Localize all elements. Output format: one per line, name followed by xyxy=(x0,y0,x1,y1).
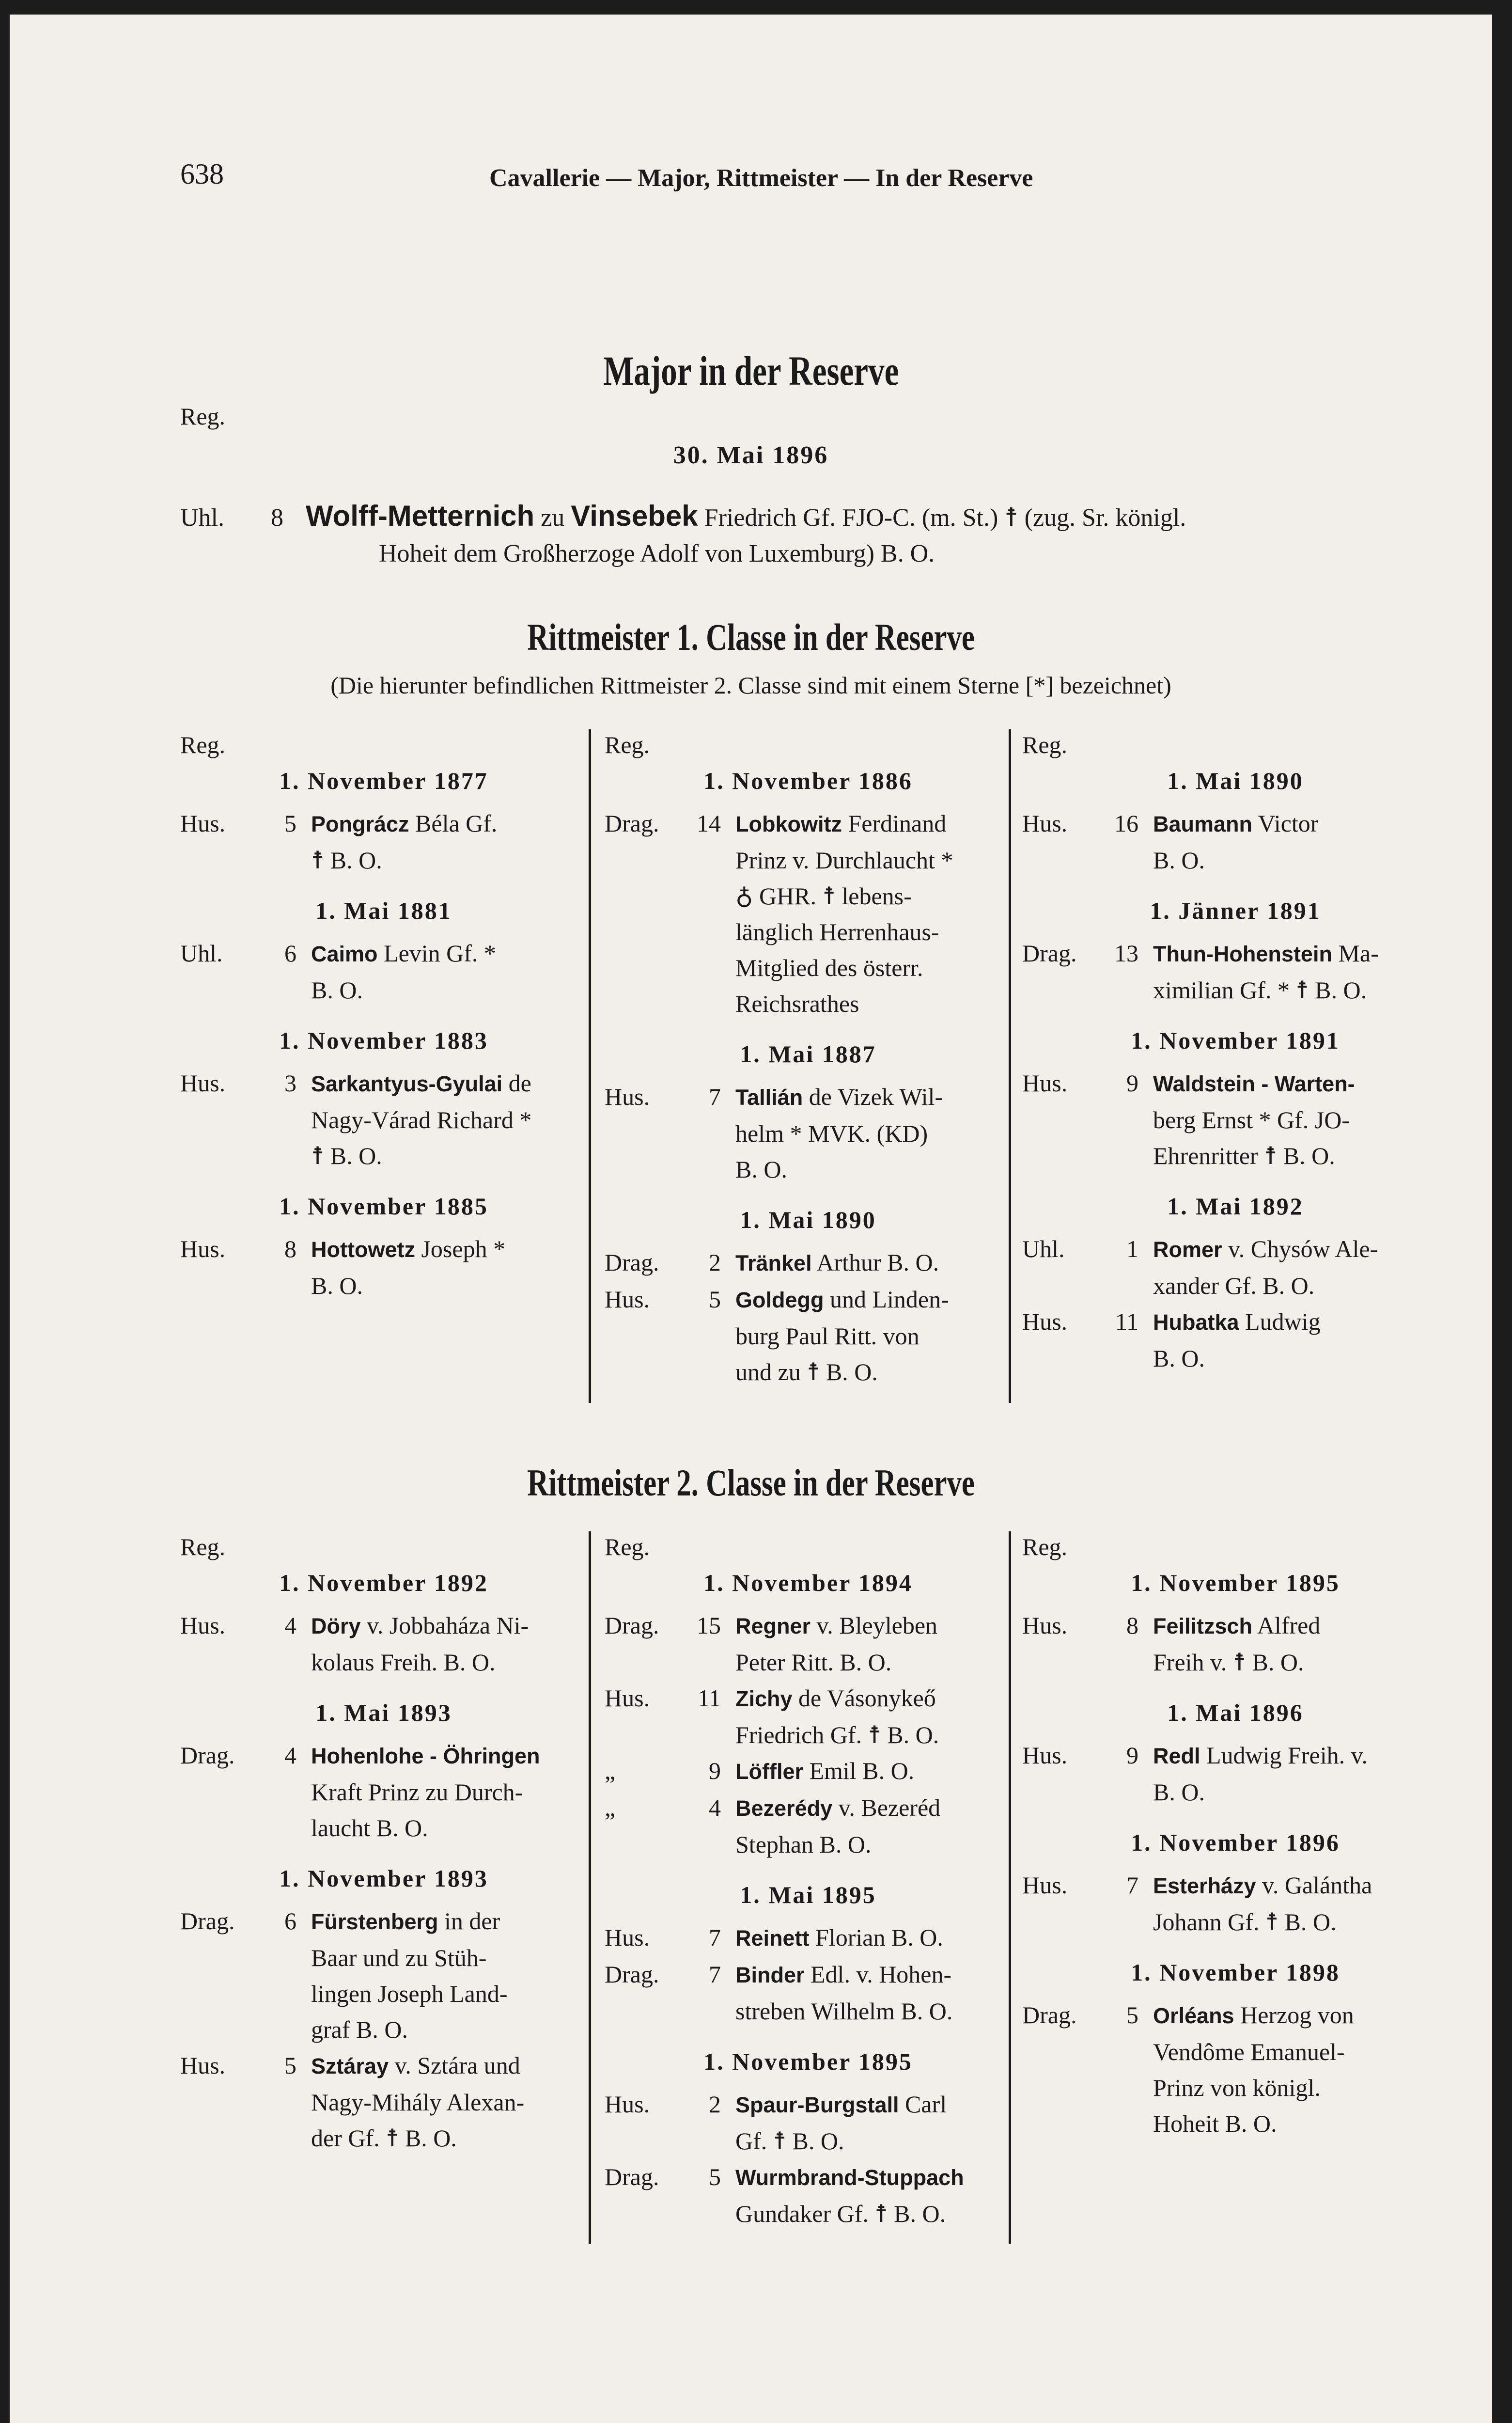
entry-line xyxy=(735,1281,1012,1318)
list-item xyxy=(1022,1304,1449,1376)
date-heading: 30. Mai 1896 xyxy=(673,441,829,469)
entry-name-2: Vinsebek xyxy=(571,500,698,532)
entry-num: 5 xyxy=(709,2163,721,2190)
entry-name: Hohenlohe - Öhringen xyxy=(311,1744,540,1768)
entry-text: Victor xyxy=(1258,810,1319,837)
entry-name: Tränkel xyxy=(735,1251,812,1275)
column-divider xyxy=(589,729,591,1403)
date-heading: 1. November 1877 xyxy=(279,767,488,794)
entry-name: Pongrácz xyxy=(311,812,409,836)
entry-name: Caimo xyxy=(311,942,378,966)
list-item xyxy=(1022,1065,1449,1174)
r1-column-2 xyxy=(605,727,1012,1390)
entry-name: Bezerédy xyxy=(735,1796,833,1821)
list-item xyxy=(605,1790,1012,1862)
entry-continuation: Gf. ☨ B. O. xyxy=(735,2127,844,2155)
entry-num: 9 xyxy=(1126,1070,1138,1097)
list-item xyxy=(180,1737,587,1846)
entry-text: Herzog von xyxy=(1240,2001,1354,2029)
entry-line xyxy=(735,1079,1012,1116)
entry-line xyxy=(735,805,1012,842)
entry-continuation: kolaus Freih. B. O. xyxy=(311,1649,496,1676)
entry-continuation: B. O. xyxy=(311,976,363,1004)
entry-continuation: lingen Joseph Land- xyxy=(311,1980,508,2007)
entry-abbr: Hus. xyxy=(1022,1308,1068,1335)
entry-continuation: länglich Herrenhaus- xyxy=(735,918,939,945)
date-heading: 1. November 1898 xyxy=(1131,1959,1340,1986)
entry-num: 8 xyxy=(1126,1612,1138,1639)
entry-text: v. Bezeréd xyxy=(838,1794,941,1821)
section-heading-rittmeister-1: Rittmeister 1. Classe in der Reserve xyxy=(527,616,975,658)
list-item xyxy=(1022,1607,1449,1680)
entry-num: 4 xyxy=(709,1794,721,1821)
date-heading: 1. November 1886 xyxy=(703,767,913,794)
entry-continuation: Nagy-Mihály Alexan- xyxy=(311,2089,525,2116)
entry-text: Béla Gf. xyxy=(415,810,498,837)
entry-abbr: Drag. xyxy=(1022,2001,1077,2029)
entry-name: Wurmbrand-Stuppach xyxy=(735,2165,964,2190)
entry-line xyxy=(311,1737,587,1774)
reg-label: Reg. xyxy=(180,731,226,758)
entry-abbr: Drag. xyxy=(605,1961,659,1988)
entry-continuation: streben Wilhelm B. O. xyxy=(735,1998,953,2025)
entry-abbr: Hus. xyxy=(1022,1070,1068,1097)
entry-name: Baumann xyxy=(1153,812,1253,836)
entry-continuation: Hoheit B. O. xyxy=(1153,2110,1277,2137)
entry-name: Feilitzsch xyxy=(1153,1614,1253,1638)
entry-text: Levin Gf. * xyxy=(384,940,496,967)
entry-num: 15 xyxy=(697,1612,721,1639)
entry-abbr: Hus. xyxy=(605,2091,650,2118)
entry-text: Arthur B. O. xyxy=(816,1249,939,1276)
entry-text: Carl xyxy=(905,2091,947,2118)
reg-label: Reg. xyxy=(605,731,650,758)
entry-name: Redl xyxy=(1153,1744,1200,1768)
entry-continuation: B. O. xyxy=(311,1272,363,1299)
entry-abbr: Hus. xyxy=(1022,1612,1068,1639)
entry-num: 3 xyxy=(284,1070,296,1097)
entry-name: Zichy xyxy=(735,1686,793,1711)
entry-text: in der xyxy=(444,1907,500,1935)
entry-line xyxy=(1153,1304,1449,1340)
major-entry-line2: Hoheit dem Großherzoge Adolf von Luxemburg) B. O. xyxy=(379,540,935,567)
entry-continuation: Prinz von königl. xyxy=(1153,2074,1321,2101)
entry-continuation: Prinz v. Durchlaucht * xyxy=(735,847,953,874)
list-item xyxy=(180,1903,587,2047)
running-title: Cavallerie — Major, Rittmeister — In der Reserve xyxy=(489,164,1033,192)
entry-name: Sztáray xyxy=(311,2054,389,2078)
entry-num: 2 xyxy=(709,1249,721,1276)
entry-num: 8 xyxy=(271,504,283,532)
entry-name: Sarkantyus-Gyulai xyxy=(311,1071,503,1096)
entry-continuation: graf B. O. xyxy=(311,2016,408,2043)
entry-line xyxy=(735,1790,1012,1826)
list-item xyxy=(180,935,587,1008)
entry-continuation: Ehrenritter ☨ B. O. xyxy=(1153,1142,1335,1169)
entry-line xyxy=(735,1956,1012,1993)
entry-name: Reinett xyxy=(735,1926,810,1951)
entry-name: Döry xyxy=(311,1614,361,1638)
entry-line xyxy=(1153,1867,1449,1904)
date-heading: 1. November 1894 xyxy=(703,1569,913,1596)
date-heading: 1. Mai 1895 xyxy=(740,1881,876,1908)
date-heading: 1. November 1896 xyxy=(1131,1829,1340,1856)
entry-name: Lobkowitz xyxy=(735,812,842,836)
major-entry xyxy=(180,499,1186,533)
entry-text: de Vásonykeő xyxy=(798,1684,936,1712)
entry-abbr: Drag. xyxy=(1022,940,1077,967)
date-heading: 1. Jänner 1891 xyxy=(1150,897,1321,924)
entry-line xyxy=(1153,1065,1449,1102)
entry-num: 11 xyxy=(697,1684,721,1712)
entry-continuation: B. O. xyxy=(735,1156,787,1183)
entry-num: 9 xyxy=(709,1757,721,1784)
entry-num: 9 xyxy=(1126,1742,1138,1769)
r2-column-2 xyxy=(605,1529,1012,2232)
date-heading: 1. Mai 1892 xyxy=(1167,1193,1304,1220)
entry-abbr: Uhl. xyxy=(180,940,223,967)
entry-text: Edl. v. Hohen- xyxy=(811,1961,952,1988)
entry-abbr: Hus. xyxy=(605,1924,650,1951)
entry-continuation: Baar und zu Stüh- xyxy=(311,1944,487,1971)
entry-num: 7 xyxy=(709,1961,721,1988)
entry-line xyxy=(311,1065,587,1102)
entry-line xyxy=(311,1903,587,1940)
entry-continuation: berg Ernst * Gf. JO- xyxy=(1153,1106,1350,1133)
list-item xyxy=(180,2047,587,2156)
section-heading-rittmeister-2: Rittmeister 2. Classe in der Reserve xyxy=(527,1462,975,1504)
entry-continuation: Friedrich Gf. ☨ B. O. xyxy=(735,1721,939,1748)
entry-num: 5 xyxy=(709,1286,721,1313)
entry-line xyxy=(1153,1607,1449,1644)
entry-abbr: Hus. xyxy=(605,1286,650,1313)
section-note: (Die hierunter befindlichen Rittmeister 2. Classe sind mit einem Sterne [*] bezeichnet) xyxy=(330,672,1171,699)
entry-abbr: Drag. xyxy=(605,2163,659,2190)
entry-name: Hubatka xyxy=(1153,1310,1239,1335)
entry-text: v. Galántha xyxy=(1262,1872,1372,1899)
entry-text: und Linden- xyxy=(829,1286,949,1313)
entry-line xyxy=(311,805,587,842)
reg-label: Reg. xyxy=(180,1533,226,1560)
entry-continuation: Gundaker Gf. ☨ B. O. xyxy=(735,2200,946,2227)
entry-continuation: Mitglied des österr. xyxy=(735,954,923,981)
entry-text: de xyxy=(508,1070,531,1097)
entry-num: 11 xyxy=(1115,1308,1138,1335)
entry-line xyxy=(735,1753,1012,1790)
list-item xyxy=(605,805,1012,1022)
entry-abbr: Drag. xyxy=(605,1249,659,1276)
entry-continuation: burg Paul Ritt. von xyxy=(735,1322,920,1350)
entry-abbr: Drag. xyxy=(180,1742,235,1769)
entry-abbr: Hus. xyxy=(180,1070,226,1097)
entry-num: 7 xyxy=(709,1083,721,1110)
list-item xyxy=(1022,935,1449,1008)
entry-line xyxy=(1153,1737,1449,1774)
column-divider xyxy=(1009,729,1011,1403)
entry-continuation: xander Gf. B. O. xyxy=(1153,1272,1315,1299)
entry-text: v. Chysów Ale- xyxy=(1228,1235,1378,1262)
entry-continuation: ximilian Gf. * ☨ B. O. xyxy=(1153,976,1367,1004)
entry-line xyxy=(735,1244,1012,1281)
entry-num: 14 xyxy=(697,810,721,837)
entry-name: Esterházy xyxy=(1153,1873,1256,1898)
list-item xyxy=(605,1956,1012,2029)
entry-line xyxy=(735,1680,1012,1717)
entry-continuation: Vendôme Emanuel- xyxy=(1153,2038,1345,2065)
list-item xyxy=(1022,1867,1449,1940)
date-heading: 1. Mai 1893 xyxy=(315,1699,452,1726)
entry-continuation: helm * MVK. (KD) xyxy=(735,1120,928,1147)
entry-continuation: ☨ B. O. xyxy=(311,1142,382,1169)
entry-abbr: Hus. xyxy=(1022,1742,1068,1769)
entry-name: Binder xyxy=(735,1963,805,1987)
entry-num: 13 xyxy=(1114,940,1138,967)
entry-num: 8 xyxy=(284,1235,296,1262)
date-heading: 1. November 1883 xyxy=(279,1027,488,1054)
entry-abbr: „ xyxy=(605,1794,616,1821)
entry-text: Friedrich Gf. FJO-C. (m. St.) ☨ (zug. Sr. königl. xyxy=(704,504,1186,532)
entry-num: 5 xyxy=(1126,2001,1138,2029)
entry-abbr: Drag. xyxy=(180,1907,235,1935)
entry-line xyxy=(311,1607,587,1644)
entry-name: Thun-Hohenstein xyxy=(1153,942,1332,966)
reg-label: Reg. xyxy=(180,403,226,430)
entry-abbr: Drag. xyxy=(605,810,659,837)
entry-abbr: Uhl. xyxy=(180,504,224,532)
list-item xyxy=(180,805,587,878)
entry-zu: zu xyxy=(541,504,565,532)
entry-num: 16 xyxy=(1114,810,1138,837)
entry-name: Wolff-Metternich xyxy=(306,500,535,532)
entry-text: Emil B. O. xyxy=(809,1757,915,1784)
list-item xyxy=(1022,1737,1449,1810)
entry-text: v. Jobbaháza Ni- xyxy=(367,1612,529,1639)
date-heading: 1. November 1895 xyxy=(1131,1569,1340,1596)
entry-abbr: Uhl. xyxy=(1022,1235,1065,1262)
r1-column-1 xyxy=(180,727,587,1304)
reg-label: Reg. xyxy=(605,1533,650,1560)
entry-text: Alfred xyxy=(1257,1612,1321,1639)
entry-text: Ma- xyxy=(1338,940,1379,967)
list-item xyxy=(605,1244,1012,1281)
entry-line xyxy=(735,1607,1012,1644)
entry-num: 4 xyxy=(284,1742,296,1769)
entry-abbr: Hus. xyxy=(180,1612,226,1639)
entry-continuation: Reichsrathes xyxy=(735,990,859,1017)
list-item xyxy=(1022,805,1449,878)
entry-name: Löffler xyxy=(735,1759,803,1784)
list-item xyxy=(1022,1997,1449,2141)
entry-abbr: Drag. xyxy=(605,1612,659,1639)
entry-name: Spaur-Burgstall xyxy=(735,2093,899,2117)
r1-column-3 xyxy=(1022,727,1449,1376)
entry-continuation: B. O. xyxy=(1153,1778,1205,1806)
entry-line xyxy=(311,1231,587,1268)
entry-abbr: Hus. xyxy=(605,1083,650,1110)
entry-continuation: der Gf. ☨ B. O. xyxy=(311,2124,457,2152)
date-heading: 1. November 1885 xyxy=(279,1193,488,1220)
entry-continuation: Kraft Prinz zu Durch- xyxy=(311,1778,523,1806)
entry-abbr: Hus. xyxy=(180,810,226,837)
entry-text: de Vizek Wil- xyxy=(809,1083,943,1110)
entry-continuation: Nagy-Várad Richard * xyxy=(311,1106,532,1133)
date-heading: 1. November 1893 xyxy=(279,1865,488,1892)
list-item xyxy=(1022,1231,1449,1304)
list-item xyxy=(605,2159,1012,2232)
list-item xyxy=(605,1607,1012,1680)
entry-abbr: Hus. xyxy=(1022,1872,1068,1899)
reg-label: Reg. xyxy=(1022,731,1068,758)
entry-continuation: Freih v. ☨ B. O. xyxy=(1153,1649,1304,1676)
date-heading: 1. November 1895 xyxy=(703,2048,913,2075)
book-page xyxy=(10,15,1492,2423)
entry-name: Hottowetz xyxy=(311,1237,415,1262)
entry-line xyxy=(1153,1231,1449,1268)
entry-num: 2 xyxy=(709,2091,721,2118)
list-item xyxy=(605,1079,1012,1187)
entry-continuation: ☨ B. O. xyxy=(311,847,382,874)
entry-line xyxy=(735,2159,1012,2196)
date-heading: 1. November 1891 xyxy=(1131,1027,1340,1054)
entry-num: 7 xyxy=(1126,1872,1138,1899)
entry-abbr: Hus. xyxy=(1022,810,1068,837)
entry-text: Joseph * xyxy=(421,1235,506,1262)
entry-text: Ferdinand xyxy=(848,810,947,837)
entry-text: Ludwig xyxy=(1245,1308,1321,1335)
date-heading: 1. Mai 1890 xyxy=(740,1206,876,1233)
entry-abbr: Hus. xyxy=(180,1235,226,1262)
column-divider xyxy=(589,1531,591,2244)
list-item xyxy=(180,1231,587,1304)
entry-continuation: ♁ GHR. ☨ lebens- xyxy=(735,882,912,910)
entry-line xyxy=(311,935,587,972)
r2-column-1 xyxy=(180,1529,587,2156)
entry-name: Goldegg xyxy=(735,1288,824,1312)
entry-line xyxy=(735,1920,1012,1956)
reg-label: Reg. xyxy=(1022,1533,1068,1560)
list-item xyxy=(605,1920,1012,1956)
entry-abbr: Hus. xyxy=(180,2052,226,2079)
entry-num: 6 xyxy=(284,1907,296,1935)
list-item xyxy=(180,1607,587,1680)
date-heading: 1. November 1892 xyxy=(279,1569,488,1596)
entry-line xyxy=(1153,1997,1449,2034)
entry-num: 5 xyxy=(284,2052,296,2079)
list-item xyxy=(605,1281,1012,1390)
date-heading: 1. Mai 1896 xyxy=(1167,1699,1304,1726)
page-number: 638 xyxy=(180,158,224,190)
entry-name: Regner xyxy=(735,1614,811,1638)
list-item xyxy=(605,2086,1012,2159)
entry-line xyxy=(1153,805,1449,842)
entry-name: Orléans xyxy=(1153,2003,1234,2028)
entry-continuation: laucht B. O. xyxy=(311,1814,428,1841)
date-heading: 1. Mai 1890 xyxy=(1167,767,1304,794)
entry-continuation: B. O. xyxy=(1153,1345,1205,1372)
entry-num: 4 xyxy=(284,1612,296,1639)
entry-text: v. Sztára und xyxy=(394,2052,520,2079)
entry-name: Fürstenberg xyxy=(311,1909,438,1934)
entry-abbr: „ xyxy=(605,1757,616,1784)
entry-abbr: Hus. xyxy=(605,1684,650,1712)
list-item xyxy=(180,1065,587,1174)
entry-num: 5 xyxy=(284,810,296,837)
entry-continuation: Johann Gf. ☨ B. O. xyxy=(1153,1908,1337,1935)
entry-text: v. Bleyleben xyxy=(816,1612,938,1639)
list-item xyxy=(605,1753,1012,1790)
entry-continuation: und zu ☨ B. O. xyxy=(735,1358,878,1385)
date-heading: 1. Mai 1881 xyxy=(315,897,452,924)
entry-num: 7 xyxy=(709,1924,721,1951)
list-item xyxy=(605,1680,1012,1753)
entry-text: Florian B. O. xyxy=(815,1924,943,1951)
entry-continuation: B. O. xyxy=(1153,847,1205,874)
column-divider xyxy=(1009,1531,1011,2244)
date-heading: 1. Mai 1887 xyxy=(740,1040,876,1068)
entry-text: Ludwig Freih. v. xyxy=(1206,1742,1368,1769)
entry-num: 6 xyxy=(284,940,296,967)
r2-column-3 xyxy=(1022,1529,1449,2141)
entry-name: Tallián xyxy=(735,1085,803,1110)
entry-continuation: Stephan B. O. xyxy=(735,1831,872,1858)
entry-line xyxy=(1153,935,1449,972)
entry-name: Waldstein - Warten- xyxy=(1153,1071,1355,1096)
section-heading-major: Major in der Reserve xyxy=(603,347,899,394)
entry-continuation: Peter Ritt. B. O. xyxy=(735,1649,892,1676)
entry-line xyxy=(311,2047,587,2084)
entry-line xyxy=(735,2086,1012,2123)
entry-name: Romer xyxy=(1153,1237,1222,1262)
entry-num: 1 xyxy=(1126,1235,1138,1262)
